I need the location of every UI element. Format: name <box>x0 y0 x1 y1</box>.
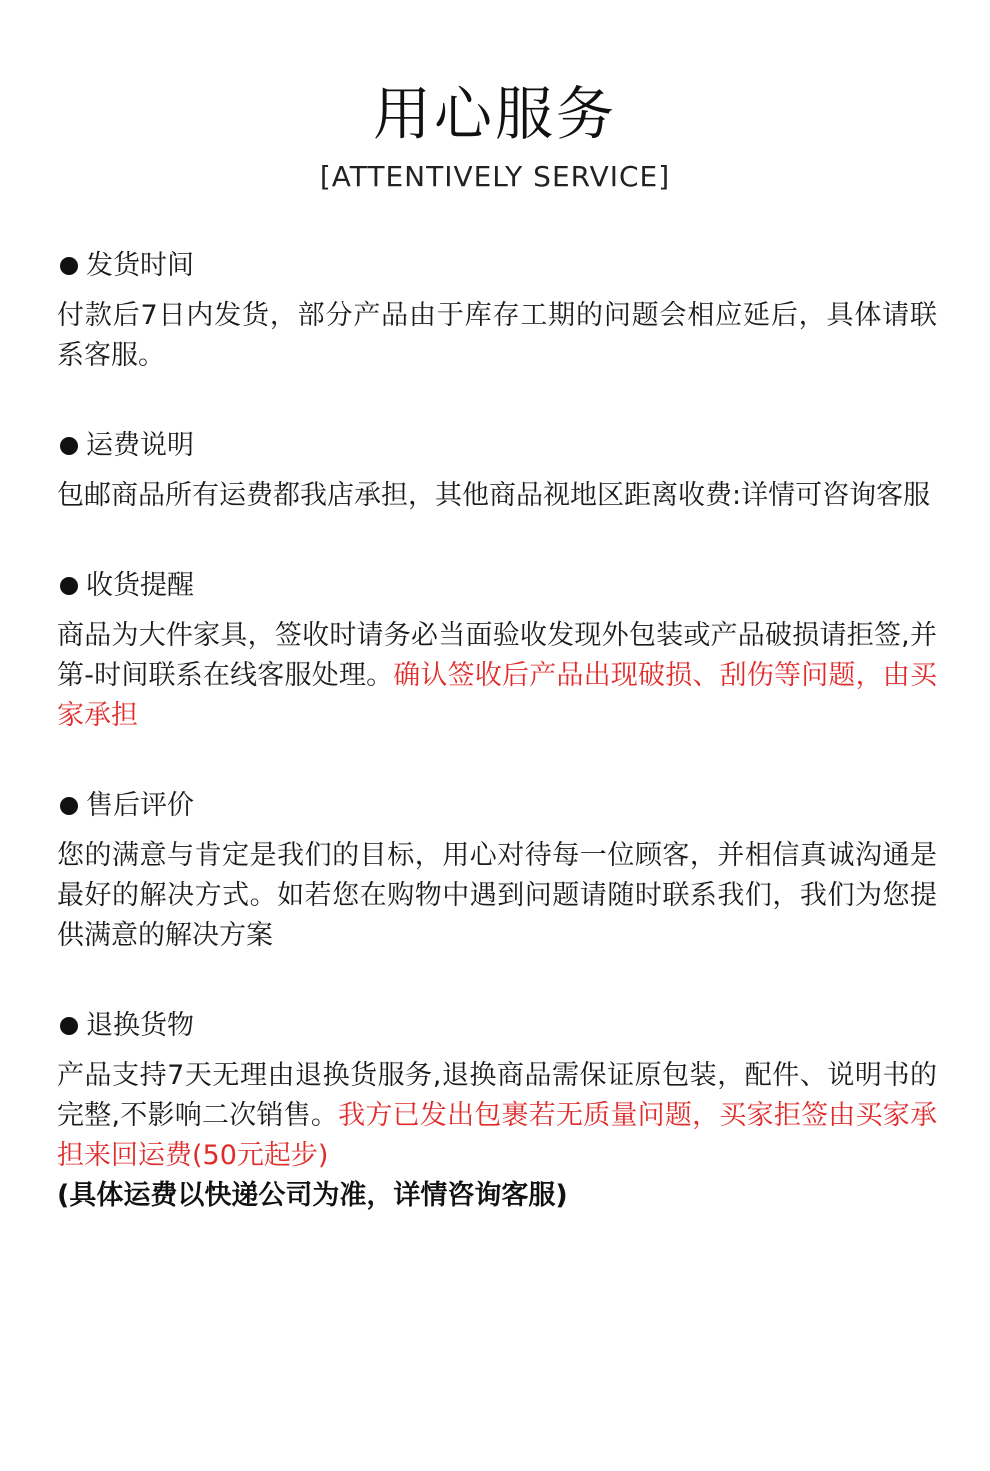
section-returns-exchanges <box>57 1008 937 1216</box>
section-heading-text: 运费说明 <box>86 430 194 461</box>
section-body-text: 付款后7日内发货，部分产品由于库存工期的问题会相应延后，具体请联系客服。 <box>57 300 937 371</box>
section-after-sales-review <box>57 788 937 956</box>
section-heading-text: 售后评价 <box>86 790 194 821</box>
section-body <box>57 1056 937 1176</box>
section-heading <box>57 248 937 284</box>
bullet-icon <box>60 577 78 595</box>
section-heading <box>57 568 937 604</box>
bullet-icon <box>60 1017 78 1035</box>
section-body <box>57 836 937 956</box>
section-heading-text: 收货提醒 <box>86 570 194 601</box>
shipping-note: (具体运费以快递公司为准，详情咨询客服) <box>57 1180 568 1211</box>
section-warning-text: 确认签收后产品出现破损、刮伤等问题，由买家承担 <box>57 660 937 731</box>
section-warning-text: 我方已发出包裹若无质量问题，买家拒签由买家承担来回运费(50元起步) <box>57 1100 937 1171</box>
section-heading <box>57 1008 937 1044</box>
page-subtitle: [ATTENTIVELY SERVICE] <box>319 160 671 193</box>
section-body-text: 包邮商品所有运费都我店承担，其他商品视地区距离收费:详情可咨询客服 <box>57 480 931 511</box>
service-sections <box>57 248 937 1268</box>
bullet-icon <box>60 437 78 455</box>
section-body-text: 产品支持7天无理由退换货服务,退换商品需保证原包装，配件、说明书的完整,不影响二次销售。 <box>57 1060 937 1131</box>
section-receiving-reminder <box>57 568 937 736</box>
section-body-text: 您的满意与肯定是我们的目标，用心对待每一位顾客，并相信真诚沟通是最好的解决方式。如若您在购物中遇到问题请随时联系我们，我们为您提供满意的解决方案 <box>57 840 937 951</box>
bullet-icon <box>60 257 78 275</box>
section-body <box>57 476 937 516</box>
bullet-icon <box>60 797 78 815</box>
section-shipping-fee <box>57 428 937 516</box>
page-header <box>0 78 990 194</box>
section-heading-text: 退换货物 <box>86 1010 194 1041</box>
page-title: 用心服务 <box>372 80 617 148</box>
section-shipping-time <box>57 248 937 376</box>
section-body-text: 商品为大件家具，签收时请务必当面验收发现外包装或产品破损请拒签,并第-时间联系在线客服处理。 <box>57 620 937 691</box>
section-body <box>57 296 937 376</box>
section-body <box>57 616 937 736</box>
section-heading <box>57 428 937 464</box>
section-heading-text: 发货时间 <box>86 250 194 281</box>
section-heading <box>57 788 937 824</box>
